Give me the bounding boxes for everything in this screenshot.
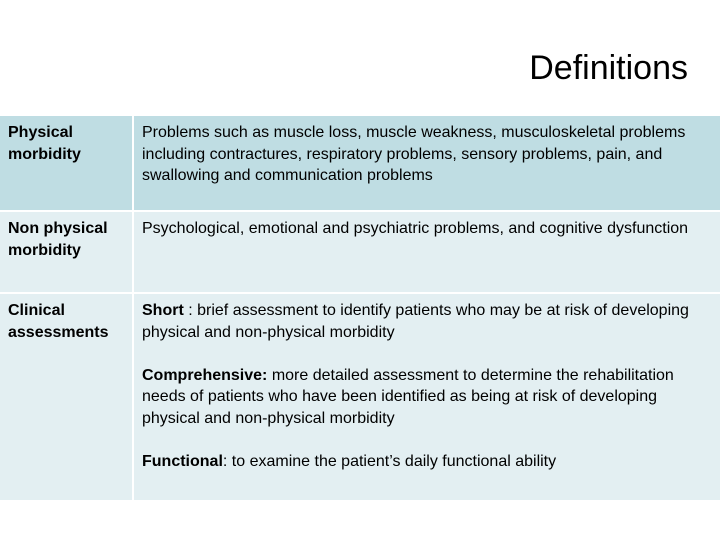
assessment-comprehensive-text: more detailed assessment to determine the rehabilitation needs of patients who have been identified as being at risk of developing physical and non-physical morbidity (142, 366, 674, 427)
assessment-functional-label: Functional (142, 452, 223, 470)
assessment-functional (142, 451, 700, 473)
term-cell: Physical morbidity (0, 116, 134, 210)
term-cell: Non physical morbidity (0, 210, 134, 292)
page-title: Definitions (529, 49, 688, 87)
definitions-table (0, 116, 720, 500)
definition-cell (134, 292, 720, 500)
assessment-comprehensive-label: Comprehensive: (142, 366, 268, 384)
definition-cell: Psychological, emotional and psychiatric problems, and cognitive dysfunction (134, 210, 720, 292)
assessment-short-label: Short (142, 302, 184, 319)
assessment-short (142, 300, 700, 343)
term-cell: Clinical assessments (0, 292, 134, 500)
assessment-comprehensive (142, 365, 700, 430)
definition-cell: Problems such as muscle loss, muscle weakness, musculoskeletal problems including contractures, respiratory problems, sensory problems, pain, and swallowing and communication problems (134, 116, 720, 210)
assessment-short-text: : brief assessment to identify patients who may be at risk of developing physical and non-physical morbidity (142, 302, 689, 341)
assessment-functional-text: : to examine the patient’s daily functional ability (222, 452, 557, 470)
